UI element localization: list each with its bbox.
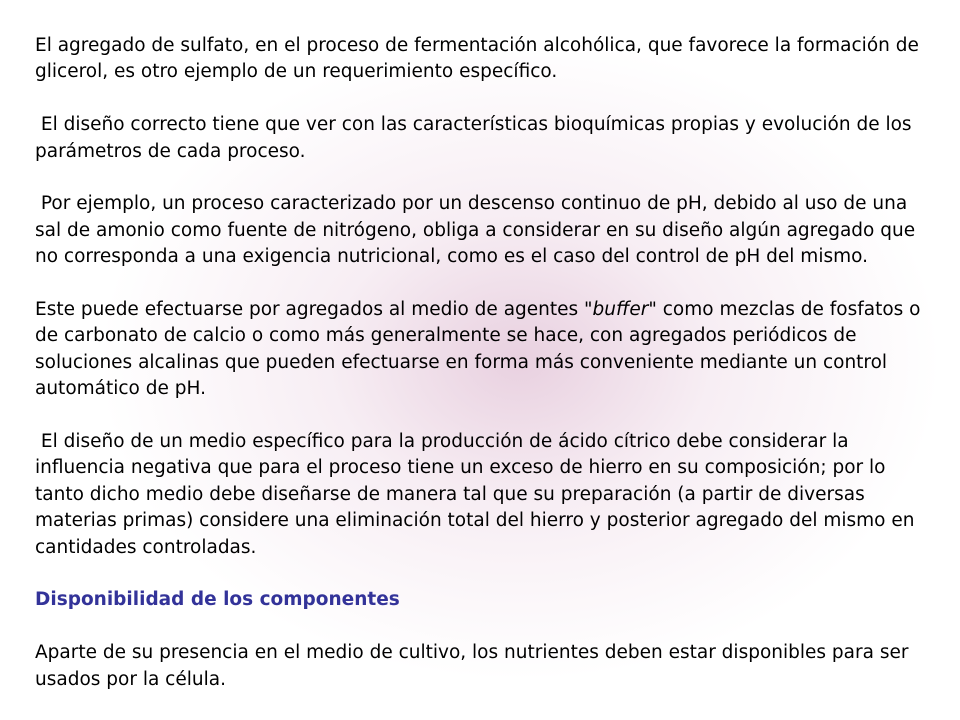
buffer-text-after: " como mezclas de fosfatos o de carbonato de calcio o como más generalmente se hace, con agregados periódicos de soluciones alcalinas que pueden efectuarse en forma más conveniente mediante un control automático de pH.	[35, 299, 927, 400]
section-heading: Disponibilidad de los componentes	[35, 589, 400, 611]
paragraph-sulfate: El agregado de sulfato, en el proceso de fermentación alcohólica, que favorece la formación de glicerol, es otro ejemplo de un requerimiento específico.	[35, 35, 925, 83]
paragraph-spacer	[35, 403, 925, 429]
paragraph-spacer	[35, 561, 925, 587]
buffer-term: buffer	[592, 299, 649, 321]
paragraph-citric-acid: El diseño de un medio específico para la producción de ácido cítrico debe considerar la influencia negativa que para el proceso tiene un exceso de hierro en su composición; por lo tanto dicho medio debe diseñarse de manera tal que su preparación (a partir de diversas materias primas) considere una eliminación total del hierro y posterior agregado del mismo en cantidades controladas.	[35, 431, 921, 558]
paragraph-spacer	[35, 86, 925, 112]
paragraph-buffer-agents	[35, 297, 925, 403]
paragraph-nutrient-availability: Aparte de su presencia en el medio de cultivo, los nutrientes deben estar disponibles para ser usados por la célula.	[35, 642, 915, 690]
paragraph-ph-example: Por ejemplo, un proceso caracterizado por un descenso continuo de pH, debido al uso de una sal de amonio como fuente de nitrógeno, obliga a considerar en su diseño algún agregado que no corresponda a una exigencia nutricional, como es el caso del control de pH del mismo.	[35, 193, 921, 268]
paragraph-correct-design: El diseño correcto tiene que ver con las características bioquímicas propias y evolución de los parámetros de cada proceso.	[35, 114, 918, 162]
buffer-text-before: Este puede efectuarse por agregados al medio de agentes "	[35, 299, 593, 321]
paragraph-spacer	[35, 165, 925, 191]
paragraph-spacer	[35, 271, 925, 297]
slide-content	[35, 33, 925, 693]
paragraph-spacer	[35, 614, 925, 640]
